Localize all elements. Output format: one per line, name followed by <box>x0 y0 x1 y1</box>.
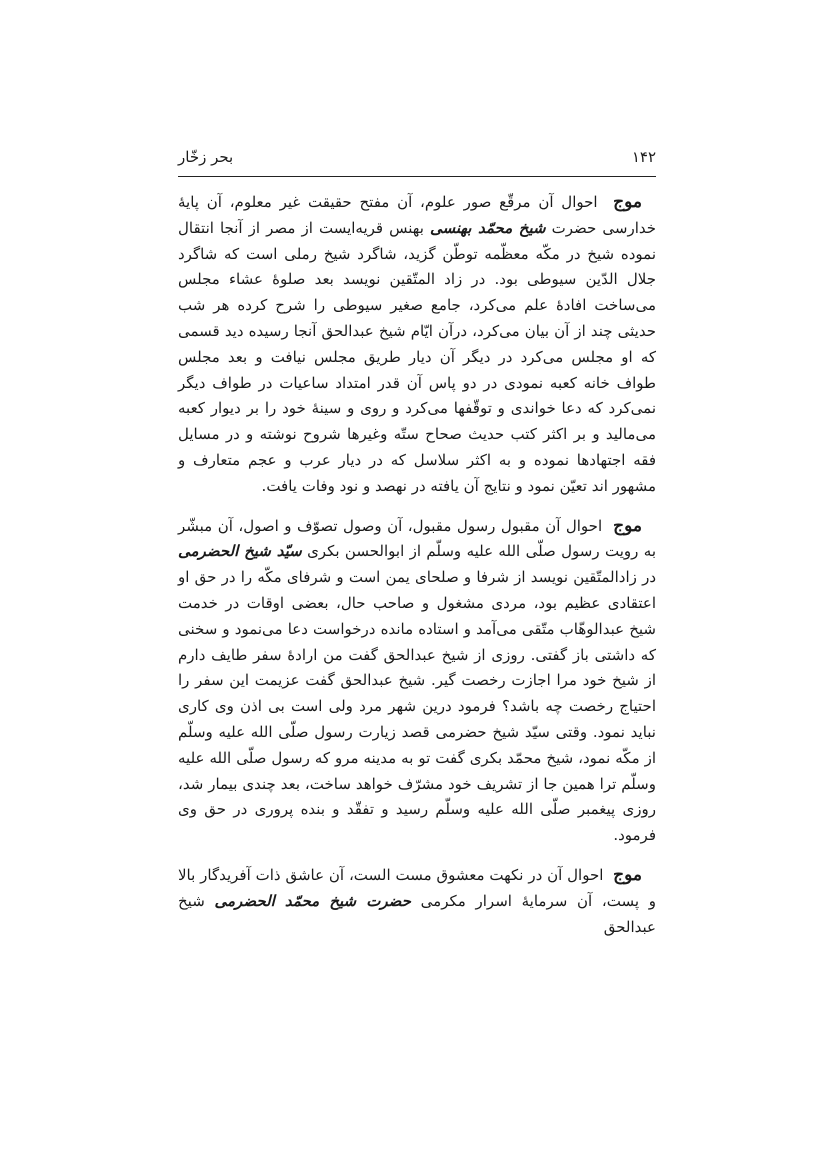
entry-subject-name: حضرت شیخ محمّد الحضرمی <box>214 891 411 910</box>
running-header <box>178 146 656 176</box>
entry-text: شیخ عبدالحق <box>178 891 656 936</box>
entry-text: احوال آن مرقّع صور علوم، آن مفتح حقیقت غیر معلوم، آن پایهٔ خدارسی حضرت <box>178 193 657 237</box>
entry-text: احوال آن در نکهت معشوق مست الست، آن عاشق ذات آفریدگار بالا و پست، آن سرمایهٔ اسرار مکرمی <box>178 865 656 910</box>
entry-text: بهنس قریه‌ایست از مصر از آنجا انتقال نموده شیخ در مکّه معظّمه توطّن گزید، شاگرد شیخ رملی است که شاگرد جلال الدّین سیوطی بود. در زاد المتّقین نویسد بعد صلوهٔ عشاء مجلس می‌ساخت افادهٔ علم می‌کرد، جامع صغیر سیوطی را شرح کرده هر شب حدیثی چند از آن بیان می‌کرد، درآن ایّام شیخ عبدالحق آنجا رسیده دید قسمی که او مجلس می‌کرد در دیگر آن دیار طریق مجلس نیافت و بعد مجلس طواف خانه کعبه نمودی در دو پاس آن قدر امتداد ساعیات در طواف دیگر نمی‌کرد که دعا خواندی و توقّفها می‌کرد و روی و سینهٔ خود را بر دیوار کعبه می‌مالید و بر اکثر کتب حدیث صحاح ستّه وغیرها شروح نوشته و در مسایل فقه اجتهادها نموده و به اکثر سلاسل که در دیار عرب و عجم متعارف و مشهور اند تعیّن نمود و نتایج آن یافته در نهصد و نود وفات یافت. <box>178 218 656 495</box>
paragraph-entry <box>178 190 656 500</box>
paragraph-entry <box>178 514 656 849</box>
entry-subject-name: سیّد شیخ الحضرمی <box>178 542 302 561</box>
book-title: بحر زخّار <box>178 148 234 166</box>
paragraph-entry <box>178 863 656 940</box>
entry-lead-word: موج <box>613 192 643 212</box>
entry-text: در زادالمتّقین نویسد از شرفا و صلحای یمن است و شرفای مکّه را در حق او اعتقادی عظیم بود، مردی مشغول و صاحب حال، بعضی اوقات در خدمت شیخ عبدالوهّاب متّقی می‌آمد و استاده مانده درخواست دعا می‌نمود و سخنی که داشتی باز گفتی. روزی از شیخ عبدالحق گفت من ارادهٔ سفر طایف دارم از شیخ خود مرا اجازت رخصت گیر. شیخ عبدالحق گفت عزیمت این سفر را احتیاج رخصت چه باشد؟ فرمود درین شهر مرد ولی است بی اذن وی کاری نباید نمود. وقتی سیّد شیخ حضرمی قصد زیارت رسول صلّی الله علیه وسلّم از مکّه نمود، شیخ محمّد بکری گفت تو به مدینه مرو که رسول صلّی الله علیه وسلّم ترا همین جا از تشریف خود مشرّف خواهد ساخت، بعد چندی بیمار شد، روزی پیغمبر صلّی الله علیه وسلّم رسید و تفقّد و بنده پروری در حق وی فرمود. <box>178 568 656 845</box>
entry-subject-name: شیخ محمّد بهنسی <box>429 218 546 237</box>
header-rule <box>178 176 656 177</box>
entry-lead-word: موج <box>613 864 642 885</box>
body-text <box>178 190 656 954</box>
page-number: ۱۴۲ <box>631 148 656 166</box>
entry-text: احوال آن مقبول رسول مقبول، آن وصول تصوّف و اصول، آن مبشّر به رویت رسول صلّی الله علیه وسلّم از ابوالحسن بکری <box>178 516 656 561</box>
entry-lead-word: موج <box>613 515 642 536</box>
